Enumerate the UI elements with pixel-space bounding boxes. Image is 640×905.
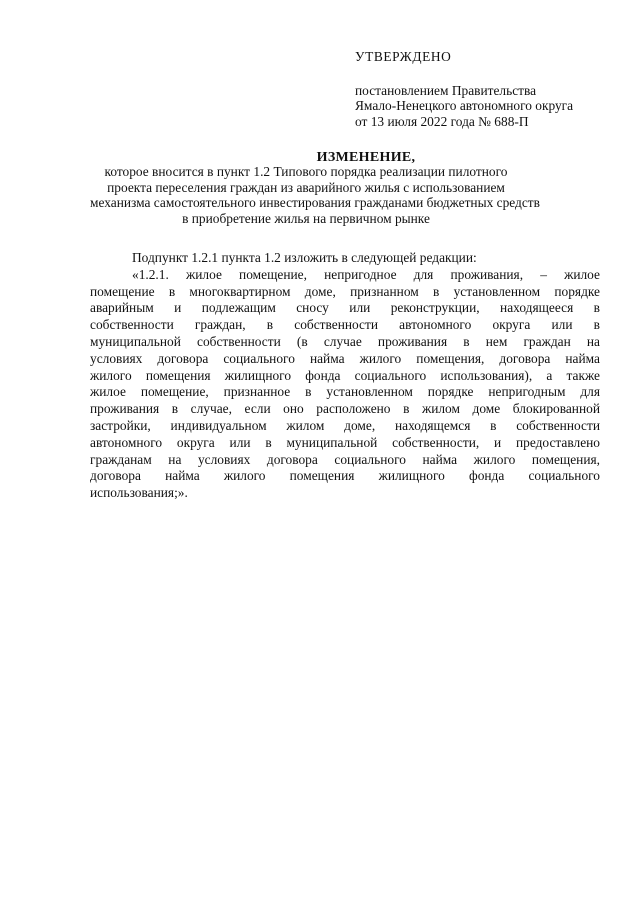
quote-line: использования;». — [90, 485, 188, 501]
quote-line: помещение в многоквартирном доме, признанном в установленном порядке — [90, 283, 600, 299]
quote-line: гражданам на условиях договора социального найма жилого помещения, — [90, 451, 600, 467]
quote-line: жилое помещение, признанное в установленном порядке непригодным для — [90, 384, 600, 400]
document-subtitle — [90, 164, 540, 226]
document-body — [90, 250, 600, 502]
approval-title: УТВЕРЖДЕНО — [355, 49, 452, 64]
approval-block — [355, 49, 625, 129]
approval-line-1: постановлением Правительства — [355, 82, 537, 98]
quote-line: автономного округа или в муниципальной собственности, и предоставлено — [90, 434, 600, 450]
approval-line-3: от 13 июля 2022 года № 688-П — [355, 113, 529, 129]
document-title: ИЗМЕНЕНИЕ, — [316, 150, 416, 165]
subtitle-line: которое вносится в пункт 1.2 Типового порядка реализации пилотного — [104, 164, 508, 179]
quote-line: договора найма жилого помещения жилищного фонда социального — [90, 468, 600, 484]
quote-line: проживания в случае, если оно расположено в жилом доме блокированной — [90, 401, 600, 417]
quote-line: условиях договора социального найма жилого помещения, договора найма — [90, 350, 600, 366]
approval-line-2: Ямало-Ненецкого автономного округа — [355, 98, 574, 114]
quote-line: аварийным и подлежащим сносу или реконструкции, находящееся в — [90, 300, 600, 316]
quote-line: застройки, индивидуальном жилом доме, находящемся в собственности — [90, 417, 600, 433]
quote-line: муниципальной собственности (в случае проживания в нем граждан на — [90, 333, 600, 349]
subtitle-line: механизма самостоятельного инвестирования гражданами бюджетных средств — [90, 195, 540, 210]
subtitle-line: проекта переселения граждан из аварийного жилья с использованием — [107, 179, 505, 195]
subtitle-line: в приобретение жилья на первичном рынке — [182, 210, 430, 226]
quote-line: собственности граждан, в собственности автономного округа или в — [90, 317, 600, 333]
intro-paragraph: Подпункт 1.2.1 пункта 1.2 изложить в следующей редакции: — [132, 250, 477, 265]
quote-line: «1.2.1. жилое помещение, непригодное для проживания, – жилое — [132, 266, 600, 282]
quote-line: жилого помещения жилищного фонда социального использования), а также — [90, 367, 600, 383]
